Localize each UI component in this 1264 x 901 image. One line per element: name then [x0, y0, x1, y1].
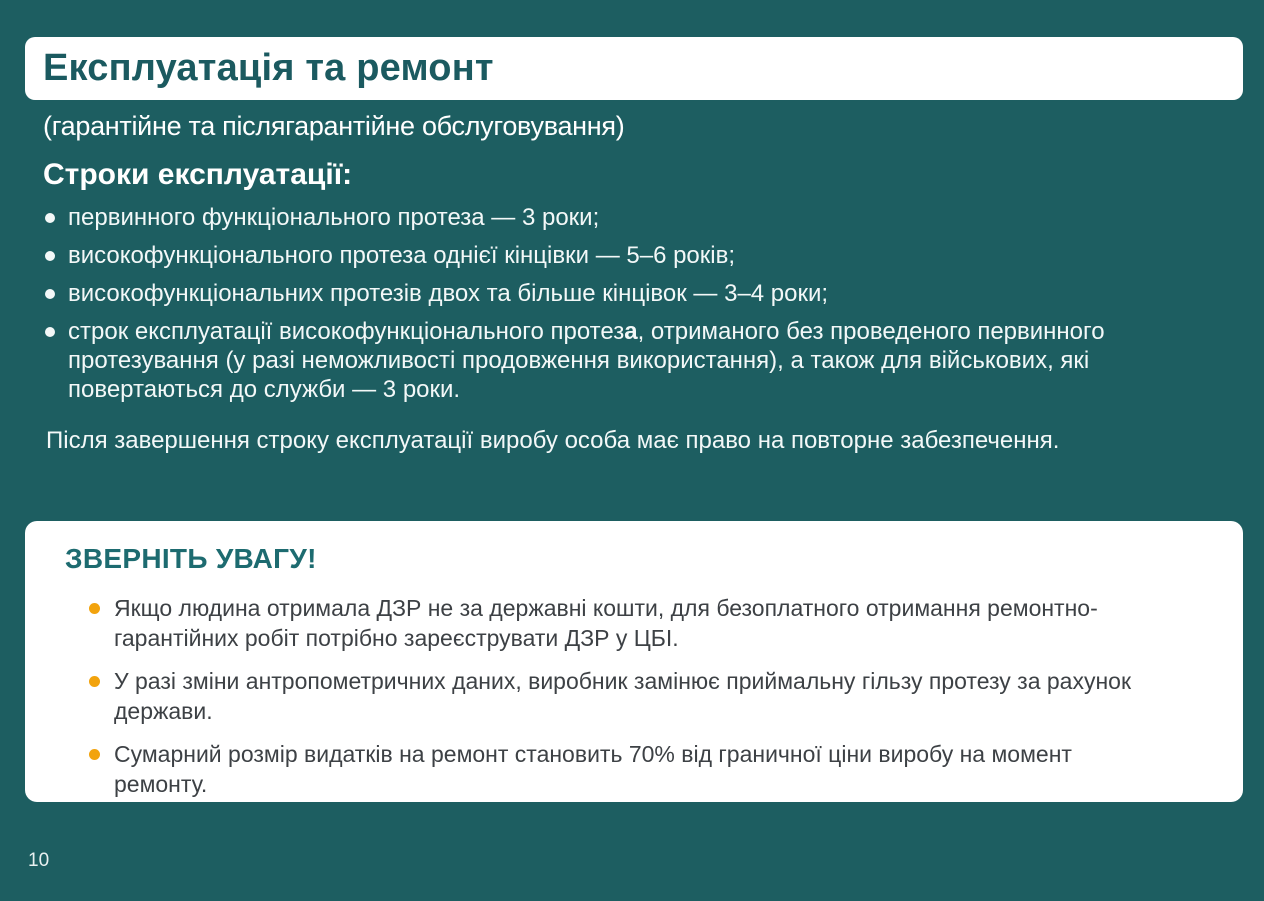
list-item-text: У разі зміни антропометричних даних, виробник замінює приймальну гільзу протезу за рахунок держави.: [114, 668, 1132, 724]
list-item-text: первинного функціонального протеза — 3 роки;: [68, 204, 600, 231]
list-item-text: Якщо людина отримала ДЗР не за державні кошти, для безоплатного отримання ремонтно-гарантійних робіт потрібно зареєструвати ДЗР у ЦБІ.: [114, 595, 1098, 651]
title-bar: [25, 37, 1243, 100]
list-item: [43, 203, 1228, 232]
terms-list: [43, 203, 1228, 413]
list-item-text: високофункціональних протезів двох та більше кінцівок — 3–4 роки;: [68, 280, 829, 307]
bullet-dot: [89, 749, 100, 760]
bullet-dot: [45, 289, 55, 299]
list-item: [89, 739, 1203, 799]
bullet-dot: [89, 676, 100, 687]
list-item-text: Сумарний розмір видатків на ремонт становить 70% від граничної ціни виробу на момент ремонту.: [114, 741, 1072, 797]
note-paragraph: Після завершення строку експлуатації виробу особа має право на повторне забезпечення.: [46, 427, 1060, 454]
list-item: [43, 279, 1228, 308]
list-item: [43, 241, 1228, 270]
section-heading: Строки експлуатації:: [43, 158, 353, 191]
list-item-text: [68, 317, 1228, 404]
subtitle: (гарантійне та післягарантійне обслуговування): [43, 111, 625, 141]
bullet-dot: [45, 251, 55, 261]
list-item-text: високофункціонального протеза однієї кінцівки — 5–6 років;: [68, 242, 736, 269]
bullet-dot: [45, 213, 55, 223]
page-title: Експлуатація та ремонт: [43, 47, 494, 89]
list-item: [43, 317, 1228, 404]
list-item-text-part: , отриманого без проведеного первинного протезування (у разі неможливості продовження використання), а також для військових, які повертаються до служби — 3 роки.: [68, 318, 1105, 403]
list-item-text-part: строк експлуатації високофункціонального протез: [68, 318, 625, 345]
attention-list: [89, 593, 1203, 799]
attention-box: [25, 521, 1243, 802]
list-item-text-bold: а: [624, 318, 638, 345]
bullet-dot: [89, 603, 100, 614]
list-item: [89, 666, 1203, 726]
page-number: 10: [28, 850, 50, 871]
bullet-dot: [45, 327, 55, 337]
attention-heading: ЗВЕРНІТЬ УВАГУ!: [65, 543, 317, 574]
list-item: [89, 593, 1203, 653]
